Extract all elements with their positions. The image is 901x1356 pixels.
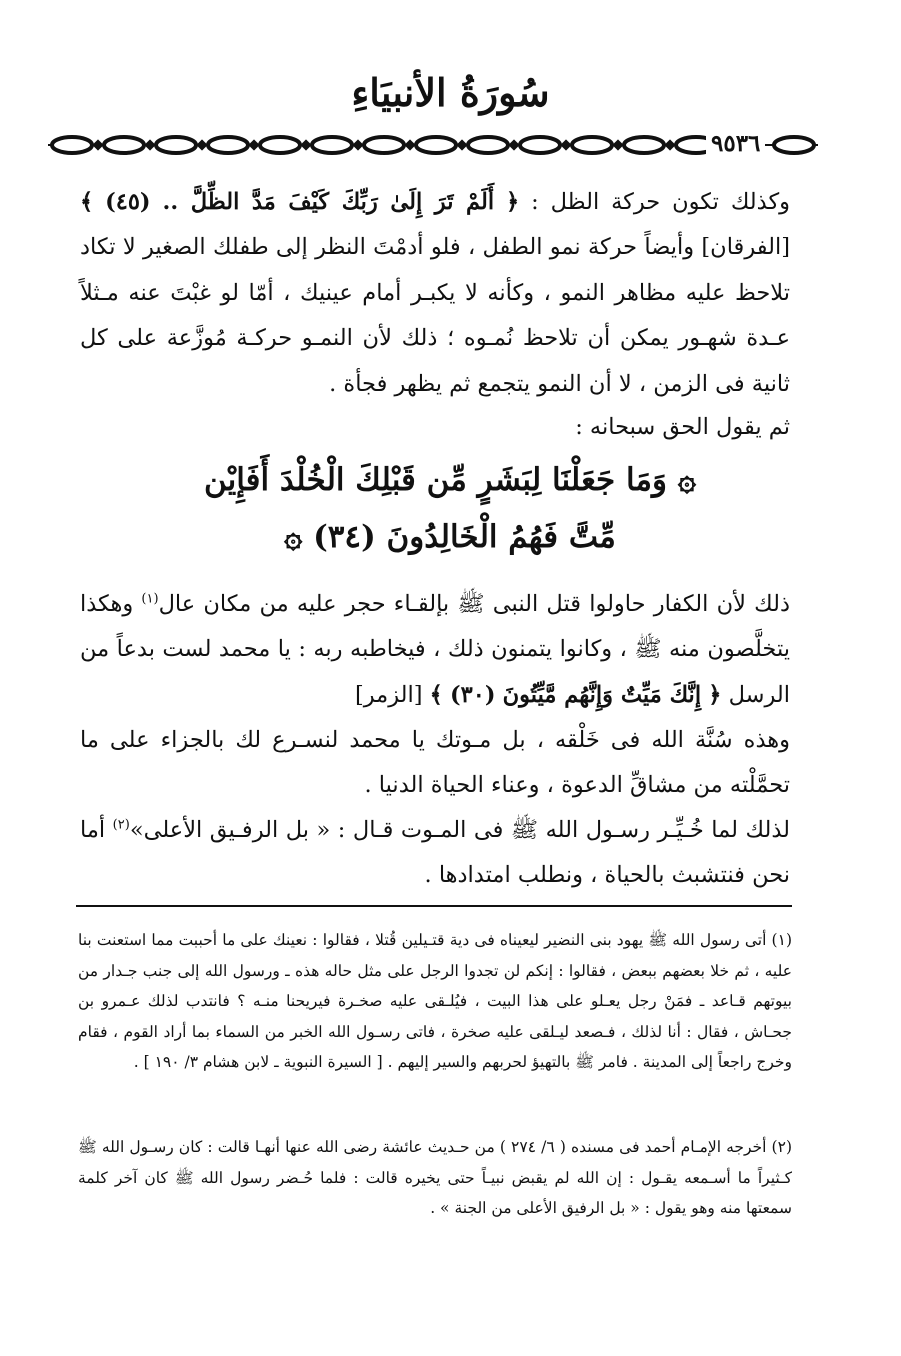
p1-intro: وكذلك تكون حركة الظل : [531,189,791,215]
verse-block-ornament-open: ۞ [677,462,696,498]
p3-verse-open: ﴿ [708,681,722,708]
paragraph-1 [80,180,790,407]
quran-verse-block [80,452,820,566]
p4-text: وهذه سُنَّة الله فى خَلْقه ، بل مـوتك يا محمد لنسـرع لك بالجزاء على ما تحمَّلْته من مشاقِّ الدعوة ، وعناء الحياة الدنيا . [80,727,790,799]
paragraph-3 [80,582,790,718]
verse-ayah-number: (٣٤) [313,519,376,555]
paragraph-5 [80,808,790,899]
p3-surah-name: [الزمر] [354,681,423,708]
footnote-ref-2[interactable]: (٢) [112,817,130,833]
p2-text: ثم يقول الحق سبحانه : [575,414,790,440]
decorative-border [48,130,818,160]
p3-verse-close: ﴾ [429,681,443,708]
verse-line-2: مِّتَّ فَهُمُ الْخَالِدُونَ [386,519,616,555]
verse-block-ornament-close: ۞ [284,519,303,555]
paragraph-4 [80,718,790,809]
paragraph-2 [80,405,790,450]
page-number: ٩٥٣٦ [706,131,765,157]
verse-close-bracket: ﴾ [80,189,94,215]
p3-text-a: ذلك لأن الكفار حاولوا قتل النبى ﷺ بإلقـاء حجر عليه من مكان عال [158,591,790,617]
verse-open-bracket: ﴿ [506,189,520,215]
footnote-1 [78,925,792,1078]
footnote-2-text: (٢) أخرجه الإمـام أحمد فى مسنده ( ٦/ ٢٧٤ ) من حـديث عائشة رضى الله عنها أنهـا قالت : كان رسـول الله ﷺ كـثيراً ما أسـمعه يقـول : إن الله لم يقبض نبيـاً حتى يخيره قالت : فلما حُـضر رسول الله ﷺ كان آخر كلمة سمعتها منه وهو يقول : « بل الرفيق الأعلى من الجنة » . [78,1138,792,1217]
quran-verse-furqan: أَلَمْ تَرَ إِلَىٰ رَبِّكَ كَيْفَ مَدَّ الظِّلَّ .. [162,189,495,215]
p3-ayah-number: (٣٠) [450,681,496,708]
footnote-divider [76,905,792,907]
verse-line-1: وَمَا جَعَلْنَا لِبَشَرٍ مِّن قَبْلِكَ الْخُلْدَ أَفَإِيْن [204,462,668,498]
ayah-number: (٤٥) [105,189,151,215]
p5-text-b: أما نحن فنتشبث بالحياة ، ونطلب امتدادها . [80,817,790,889]
surah-title: سُورَةُ الأنبيَاءِ [351,70,550,115]
p5-text-a: لذلك لما خُـيِّـر رسـول الله ﷺ فى المـوت قـال : « بل الرفـيق الأعلى» [129,817,790,843]
footnote-2 [78,1132,792,1224]
quran-verse-zumar: إِنَّكَ مَيِّتٌ وَإِنَّهُم مَّيِّتُونَ [502,681,702,708]
p1-text: [الفرقان] وأيضاً حركة نمو الطفل ، فلو أدمْتَ النظر إلى طفلك الصغير لا تكاد تلاحظ عليه مظاهر النمو ، وكأنه لا يكبـر أمام عينيك ، أمّا لو غبْتَ عنه مـثلاً عـدة شهـور يمكن أن تلاحظ نُمـوه ؛ ذلك لأن النمـو حركـة مُوزَّعة على كل ثانية فى الزمن ، لا أن النمو يتجمع ثم يظهر فجأة . [80,234,790,397]
footnote-ref-1[interactable]: (١) [141,591,159,607]
p3-text-b: وهكذا يتخلَّصون منه ﷺ ، وكانوا يتمنون ذلك ، فيخاطبه ربه : يا محمد لست بدعاً من الرسل [80,591,790,708]
footnote-1-text: (١) أتى رسول الله ﷺ يهود بنى النضير ليعيناه فى دية قتـيلين قُتلا ، فقالوا : نعينك على ما أحببت مما استعنت بنا عليه ، ثم خلا بعضهم ببعض ، فقالوا : إنكم لن تجدوا الرجل على مثل حاله هذه ـ ورسول الله إلى جنب جـدار من بيوتهم قـاعد ـ فمَنْ رجل يعـلو على هذا البيت ، فيُلـقى عليه صخـرة فيريحنا منـه ؟ فانتدب لذلك عـمرو بن جحـاش ، فقال : أنا لذلك ، فـصعد ليـلقى عليه صخرة ، فاتى رسـول الله الخبر من السماء بما أراد القوم ، فقام وخرج راجعاً إلى المدينة . فامر ﷺ بالتهيؤ لحربهم والسير إليهم . [ السيرة النبوية ـ لابن هشام ٣/ ١٩٠ ] . [78,931,792,1071]
